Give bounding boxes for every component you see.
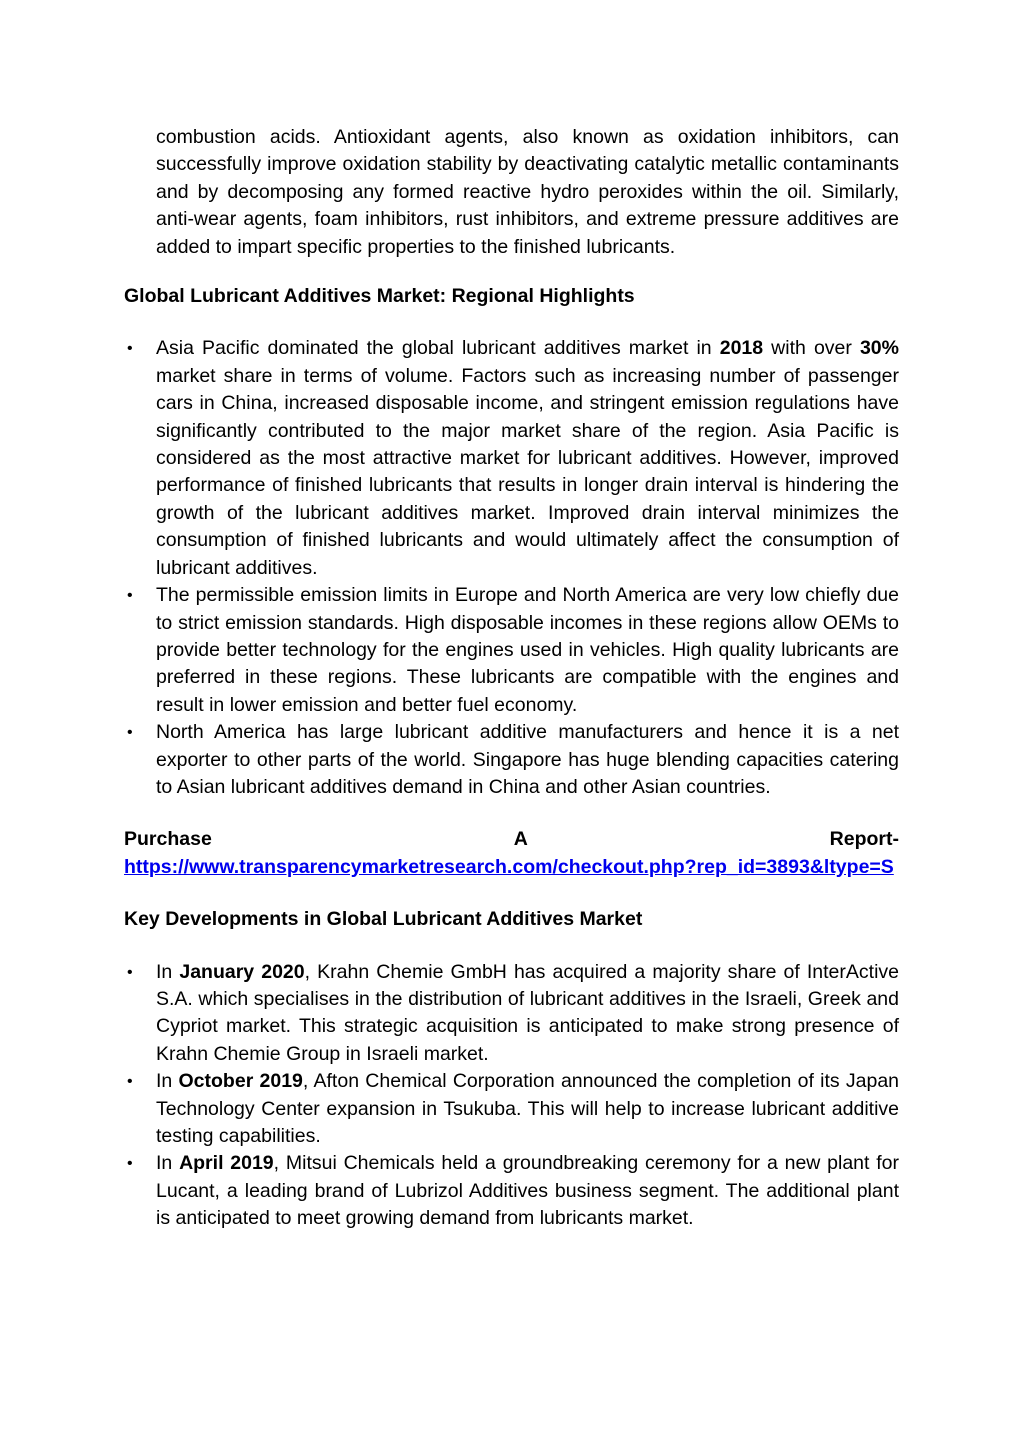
bullet-icon: • xyxy=(127,724,133,742)
list-item: • North America has large lubricant additive manufacturers and hence it is a net exporter to other parts of the world. Singapore has huge blending capacities catering to Asian lubricant additives demand in China and other Asian countries. xyxy=(127,721,899,798)
development-date: January 2020 xyxy=(179,960,305,983)
development-date: October 2019 xyxy=(178,1070,303,1093)
development-date: April 2019 xyxy=(179,1152,274,1175)
list-item: • In October 2019, Afton Chemical Corporation announced the completion of its Japan Technology Center expansion in Tsukuba. This will help to increase lubricant additive testing capabilities. xyxy=(127,1070,900,1147)
key-developments-heading: Key Developments in Global Lubricant Additives Market xyxy=(124,908,643,931)
key-developments-list xyxy=(124,959,899,1233)
regional-highlights-list xyxy=(124,335,899,801)
bullet-icon: • xyxy=(127,340,133,358)
bullet-icon: • xyxy=(127,587,133,605)
highlight-share: 30% xyxy=(859,337,899,360)
purchase-report-link[interactable]: https://www.transparencymarketresearch.com/checkout.php?rep_id=3893&ltype=S xyxy=(124,855,894,878)
list-item: • Asia Pacific dominated the global lubricant additives market in 2018 with over 30% market share in terms of volume. Factors such as increasing number of passenger cars in China, increased disposable income, and stringent emission regulations have significantly contributed to the major market share of the region. Asia Pacific is considered as the most attractive market for lubricant additives. However, improved performance of finished lubricants that results in longer drain interval is hindering the growth of the lubricant additives market. Improved drain interval minimizes the consumption of finished lubricants and would ultimately affect the consumption of lubricant additives. xyxy=(127,337,899,579)
list-item: • In April 2019, Mitsui Chemicals held a groundbreaking ceremony for a new plant for Lucant, a leading brand of Lubrizol Additives business segment. The additional plant is anticipated to meet growing demand from lubricants market. xyxy=(127,1152,899,1230)
intro-paragraph: combustion acids. Antioxidant agents, also known as oxidation inhibitors, can successfully improve oxidation stability by deactivating catalytic metallic contaminants and by decomposing any formed reactive hydro peroxides within the oil. Similarly, anti-wear agents, foam inhibitors, rust inhibitors, and extreme pressure additives are added to impart specific properties to the finished lubricants. xyxy=(156,126,899,258)
list-item: • In January 2020, Krahn Chemie GmbH has acquired a majority share of InterActive S.A. which specialises in the distribution of lubricant additives in the Israeli, Greek and Cypriot market. This strategic acquisition is anticipated to make strong presence of Krahn Chemie Group in Israeli market. xyxy=(127,960,899,1065)
bullet-icon: • xyxy=(127,1073,133,1091)
list-item: • The permissible emission limits in Europe and North America are very low chiefly due to strict emission standards. High disposable incomes in these regions allow OEMs to provide better technology for the engines used in vehicles. High quality lubricants are preferred in these regions. These lubricants are compatible with the engines and result in lower emission and better fuel economy. xyxy=(127,584,899,716)
regional-highlights-heading: Global Lubricant Additives Market: Regional Highlights xyxy=(124,285,635,308)
highlight-year: 2018 xyxy=(719,337,764,360)
page-content xyxy=(124,124,899,1233)
bullet-icon: • xyxy=(127,1155,133,1173)
purchase-report-label: Purchase A Report- xyxy=(124,828,899,851)
bullet-icon: • xyxy=(127,963,133,981)
